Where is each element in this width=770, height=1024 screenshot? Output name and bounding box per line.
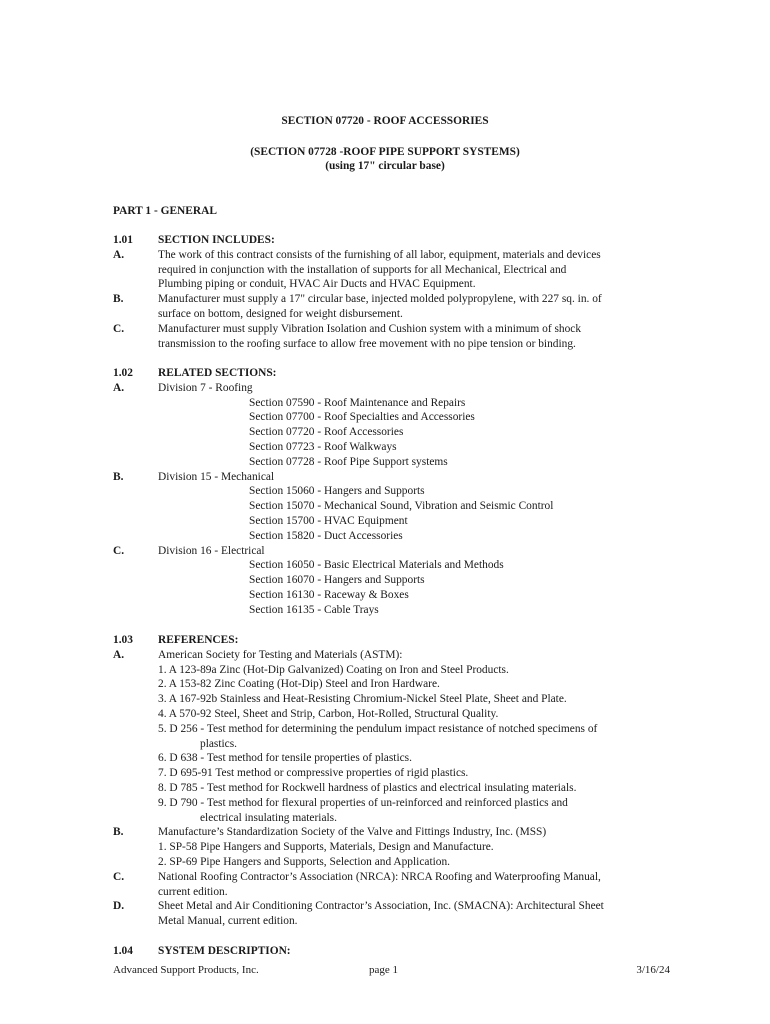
- reference-item: 2. A 153-82 Zinc Coating (Hot-Dip) Steel and Iron Hardware.: [158, 678, 440, 691]
- paragraph-line: required in conjunction with the installation of supports for all Mechanical, Electrical and: [158, 263, 567, 276]
- paragraph-line: Sheet Metal and Air Conditioning Contractor’s Association, Inc. (SMACNA): Architectural Sheet: [158, 900, 604, 913]
- article-heading: REFERENCES:: [158, 634, 239, 646]
- section-1-02: [113, 366, 673, 618]
- paragraph-line: Plumbing piping or conduit, HVAC Air Ducts and HVAC Equipment.: [158, 278, 476, 291]
- related-section-item: Section 16070 - Hangers and Supports: [249, 574, 425, 587]
- paragraph-label: C.: [113, 544, 125, 557]
- division-label: Division 16 - Electrical: [158, 544, 265, 557]
- related-section-item: Section 07700 - Roof Specialties and Accessories: [249, 411, 475, 424]
- paragraph-line: Manufacturer must supply Vibration Isolation and Cushion system with a minimum of shock: [158, 322, 582, 335]
- paragraph-c: [113, 870, 673, 900]
- reference-item-continued: electrical insulating materials.: [200, 811, 337, 824]
- reference-item-continued: plastics.: [200, 737, 238, 750]
- page-footer: [113, 963, 670, 978]
- reference-item: 6. D 638 - Test method for tensile properties of plastics.: [158, 752, 412, 765]
- reference-item: 1. SP-58 Pipe Hangers and Supports, Materials, Design and Manufacture.: [158, 841, 494, 854]
- section-1-01: [113, 233, 673, 351]
- paragraph-line: current edition.: [158, 885, 228, 898]
- footer-page-number: page 1: [369, 964, 399, 976]
- article-number: 1.02: [113, 367, 133, 379]
- reference-item: 9. D 790 - Test method for flexural properties of un-reinforced and reinforced plastics and: [158, 796, 568, 809]
- related-section-item: Section 15700 - HVAC Equipment: [249, 514, 408, 527]
- paragraph-c: [113, 544, 673, 618]
- paragraph-a: [113, 381, 673, 470]
- section-title: SECTION 07720 - ROOF ACCESSORIES: [281, 115, 489, 127]
- related-section-item: Section 07720 - Roof Accessories: [249, 426, 404, 439]
- paragraph-line: transmission to the roofing surface to allow free movement with no pipe tension or binding.: [158, 337, 576, 350]
- paragraph-line: surface on bottom, designed for weight disbursement.: [158, 307, 403, 320]
- reference-item: 3. A 167-92b Stainless and Heat-Resisting Chromium-Nickel Steel Plate, Sheet and Plate.: [158, 693, 567, 706]
- paragraph-line: National Roofing Contractor’s Association (NRCA): NRCA Roofing and Waterproofing Manual,: [158, 870, 601, 883]
- related-section-item: Section 07590 - Roof Maintenance and Repairs: [249, 396, 466, 409]
- paragraph-label: B.: [113, 826, 124, 839]
- paragraph-line: Metal Manual, current edition.: [158, 915, 298, 928]
- reference-item: 5. D 256 - Test method for determining the pendulum impact resistance of notched specimens of: [158, 722, 598, 735]
- article-heading: SECTION INCLUDES:: [158, 234, 275, 246]
- reference-item: 4. A 570-92 Steel, Sheet and Strip, Carbon, Hot-Rolled, Structural Quality.: [158, 707, 499, 720]
- division-label: Division 15 - Mechanical: [158, 470, 275, 483]
- related-section-item: Section 15060 - Hangers and Supports: [249, 485, 425, 498]
- paragraph-label: B.: [113, 470, 124, 483]
- section-1-04: [113, 944, 673, 959]
- paragraph-line: Manufacturer must supply a 17" circular base, injected molded polypropylene, with 227 sq. in. of: [158, 293, 602, 306]
- section-subtitle: (SECTION 07728 -ROOF PIPE SUPPORT SYSTEMS): [250, 146, 520, 158]
- paragraph-b: [113, 825, 673, 869]
- related-section-item: Section 07728 - Roof Pipe Support systems: [249, 455, 448, 468]
- related-section-item: Section 16135 - Cable Trays: [249, 603, 379, 616]
- part-heading: PART 1 - GENERAL: [113, 205, 217, 217]
- paragraph-label: D.: [113, 900, 125, 913]
- article-number: 1.01: [113, 234, 133, 246]
- related-section-item: Section 15820 - Duct Accessories: [249, 529, 403, 542]
- related-section-item: Section 07723 - Roof Walkways: [249, 440, 397, 453]
- paragraph-label: A.: [113, 381, 125, 394]
- section-subtitle-note: (using 17" circular base): [325, 160, 445, 172]
- paragraph-label: C.: [113, 870, 125, 883]
- paragraph-a: [113, 248, 673, 292]
- reference-item: 1. A 123-89a Zinc (Hot-Dip Galvanized) Coating on Iron and Steel Products.: [158, 663, 509, 676]
- division-label: Division 7 - Roofing: [158, 381, 253, 394]
- paragraph-c: [113, 322, 673, 352]
- paragraph-label: C.: [113, 322, 125, 335]
- reference-intro: American Society for Testing and Materials (ASTM):: [158, 648, 403, 661]
- article-number: 1.03: [113, 634, 133, 646]
- article-heading: RELATED SECTIONS:: [158, 367, 277, 379]
- paragraph-label: A.: [113, 248, 125, 261]
- paragraph-b: [113, 470, 673, 544]
- related-section-item: Section 16130 - Raceway & Boxes: [249, 588, 409, 601]
- article-heading: SYSTEM DESCRIPTION:: [158, 945, 291, 957]
- reference-item: 2. SP-69 Pipe Hangers and Supports, Selection and Application.: [158, 855, 451, 868]
- footer-date: 3/16/24: [636, 964, 670, 976]
- related-section-item: Section 16050 - Basic Electrical Materials and Methods: [249, 559, 504, 572]
- paragraph-d: [113, 899, 673, 929]
- paragraph-label: A.: [113, 648, 125, 661]
- paragraph-b: [113, 292, 673, 322]
- paragraph-label: B.: [113, 293, 124, 306]
- related-section-item: Section 15070 - Mechanical Sound, Vibration and Seismic Control: [249, 500, 554, 513]
- article-number: 1.04: [113, 945, 133, 957]
- paragraph-a: [113, 648, 673, 826]
- reference-item: 7. D 695-91 Test method or compressive properties of rigid plastics.: [158, 767, 469, 780]
- paragraph-line: The work of this contract consists of the furnishing of all labor, equipment, materials and devices: [158, 248, 601, 261]
- section-1-03: [113, 633, 673, 929]
- footer-company: Advanced Support Products, Inc.: [113, 964, 259, 976]
- reference-item: 8. D 785 - Test method for Rockwell hardness of plastics and electrical insulating materials.: [158, 781, 577, 794]
- reference-intro: Manufacture’s Standardization Society of the Valve and Fittings Industry, Inc. (MSS): [158, 826, 547, 839]
